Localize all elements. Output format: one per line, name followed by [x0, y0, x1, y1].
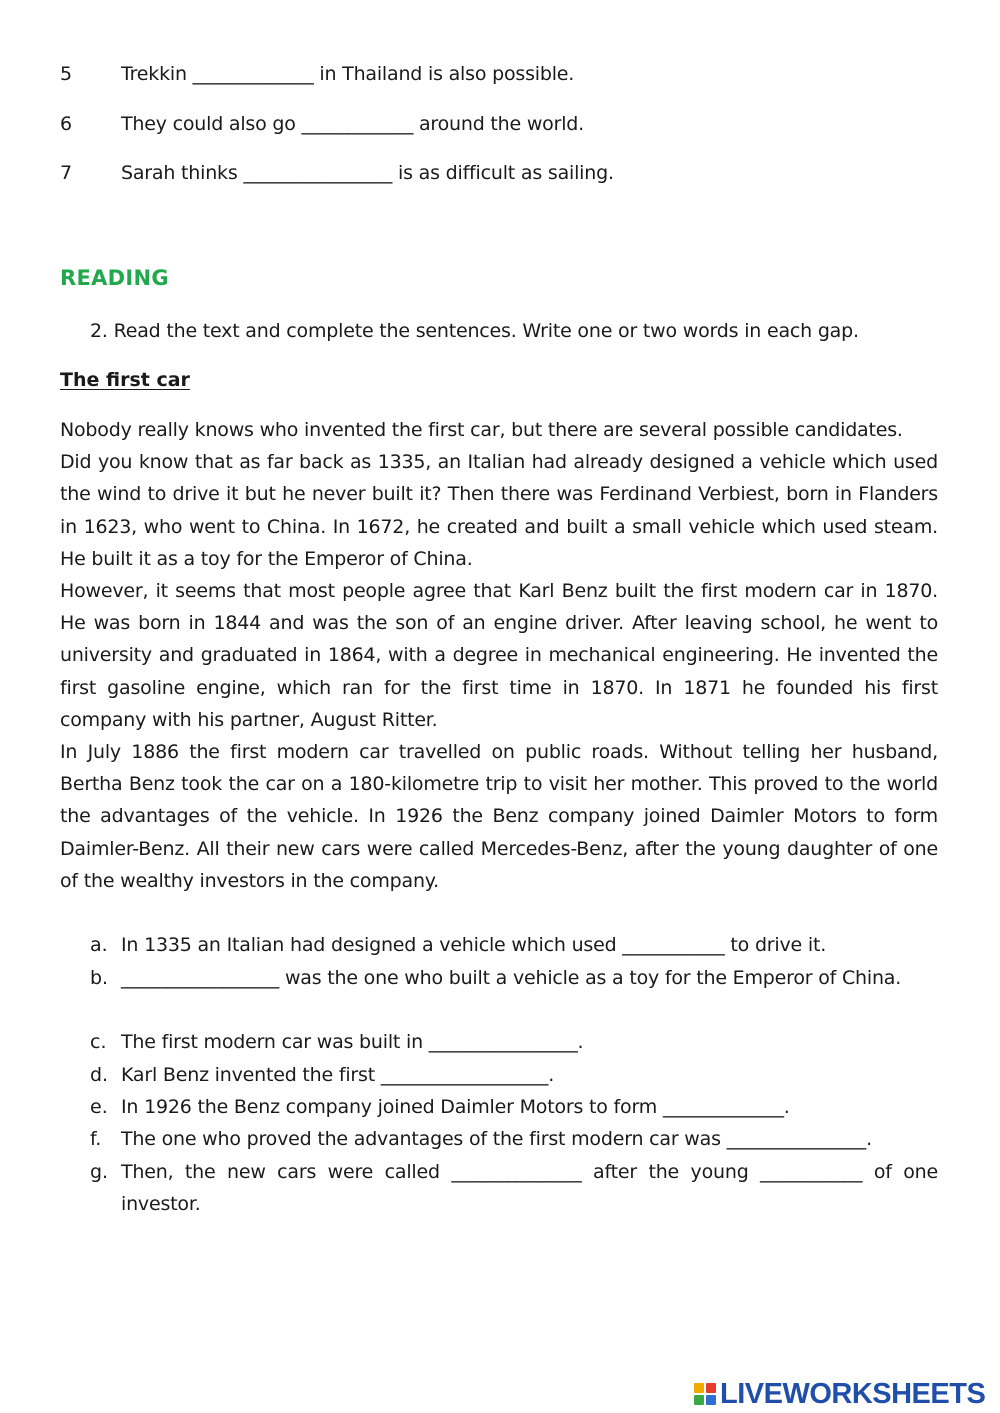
question-letter: g.: [90, 1161, 109, 1183]
logo-square: [706, 1383, 716, 1393]
logo-mark-icon: [694, 1383, 716, 1405]
question-letter: f.: [90, 1128, 102, 1150]
passage-title: The first car: [60, 369, 190, 391]
question-text: The one who proved the advantages of the first modern car was _______________.: [121, 1128, 872, 1150]
paragraph: However, it seems that most people agree that Karl Benz built the first modern car in 1870. He was born in 1844 and was the son of an engine driver. After leaving school, he went to university and graduated in 1864, with a degree in mechanical engineering. He invented the first gasoline engine, which ran for the first time in 1870. In 1871 he founded his first company with his partner, August Ritter.: [60, 580, 938, 731]
question-text: In 1335 an Italian had designed a vehicle which used ___________ to drive it.: [121, 934, 827, 956]
question-letter: c.: [90, 1031, 107, 1053]
question-text: The first modern car was built in ________________.: [121, 1031, 584, 1053]
reading-passage: [60, 414, 938, 897]
question-letter: b.: [90, 967, 109, 989]
logo-square: [694, 1383, 704, 1393]
item-number: 6: [60, 113, 73, 135]
instruction: 2. Read the text and complete the sentences. Write one or two words in each gap.: [90, 320, 859, 342]
item-text: Sarah thinks ________________ is as difficult as sailing.: [121, 162, 614, 184]
logo-square: [694, 1395, 704, 1405]
paragraph: Nobody really knows who invented the first car, but there are several possible candidates.: [60, 419, 903, 441]
question-text: _________________ was the one who built a vehicle as a toy for the Emperor of China.: [121, 967, 902, 989]
item-number: 5: [60, 63, 73, 85]
logo-text: LIVEWORKSHEETS: [720, 1377, 986, 1410]
paragraph: Did you know that as far back as 1335, an Italian had already designed a vehicle which used the wind to drive it but he never built it? Then there was Ferdinand Verbiest, born in Flanders in 1623, who went to China. In 1672, he created and built a small vehicle which used steam. He built it as a toy for the Emperor of China.: [60, 451, 938, 570]
question-text: Then, the new cars were called ______________ after the young ___________ of one investor.: [121, 1161, 938, 1216]
item-text: Trekkin _____________ in Thailand is also possible.: [121, 63, 575, 85]
question-letter: e.: [90, 1096, 108, 1118]
logo-square: [706, 1395, 716, 1405]
liveworksheets-logo: [694, 1377, 985, 1411]
question-letter: a.: [90, 934, 108, 956]
question-letter: d.: [90, 1064, 109, 1086]
item-text: They could also go ____________ around the world.: [121, 113, 584, 135]
section-heading: READING: [60, 266, 169, 290]
paragraph: In July 1886 the first modern car travelled on public roads. Without telling her husband, Bertha Benz took the car on a 180-kilometre trip to visit her mother. This proved to the world the advantages of the vehicle. In 1926 the Benz company joined Daimler Motors to form Daimler-Benz. All their new cars were called Mercedes-Benz, after the young daughter of one of the wealthy investors in the company.: [60, 741, 938, 892]
question-text: In 1926 the Benz company joined Daimler Motors to form _____________.: [121, 1096, 790, 1118]
question-text: Karl Benz invented the first __________________.: [121, 1064, 555, 1086]
item-number: 7: [60, 162, 73, 184]
